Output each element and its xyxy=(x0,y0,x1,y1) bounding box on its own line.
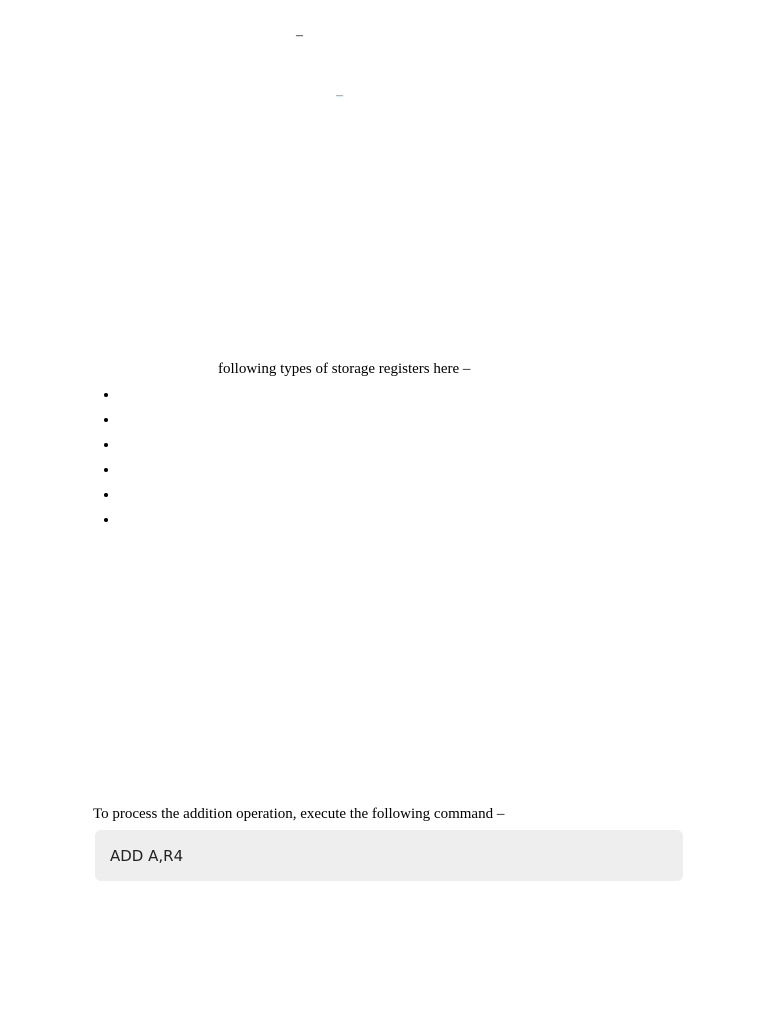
registers-intro: following types of storage registers here – xyxy=(218,361,471,377)
header-dash: – xyxy=(296,28,303,43)
code-block xyxy=(95,830,683,881)
command-intro: To process the addition operation, execute the following command – xyxy=(93,806,505,822)
register-types-list xyxy=(97,385,119,535)
header-link[interactable]: – xyxy=(336,88,343,103)
code-text: ADD A,R4 xyxy=(110,846,184,865)
